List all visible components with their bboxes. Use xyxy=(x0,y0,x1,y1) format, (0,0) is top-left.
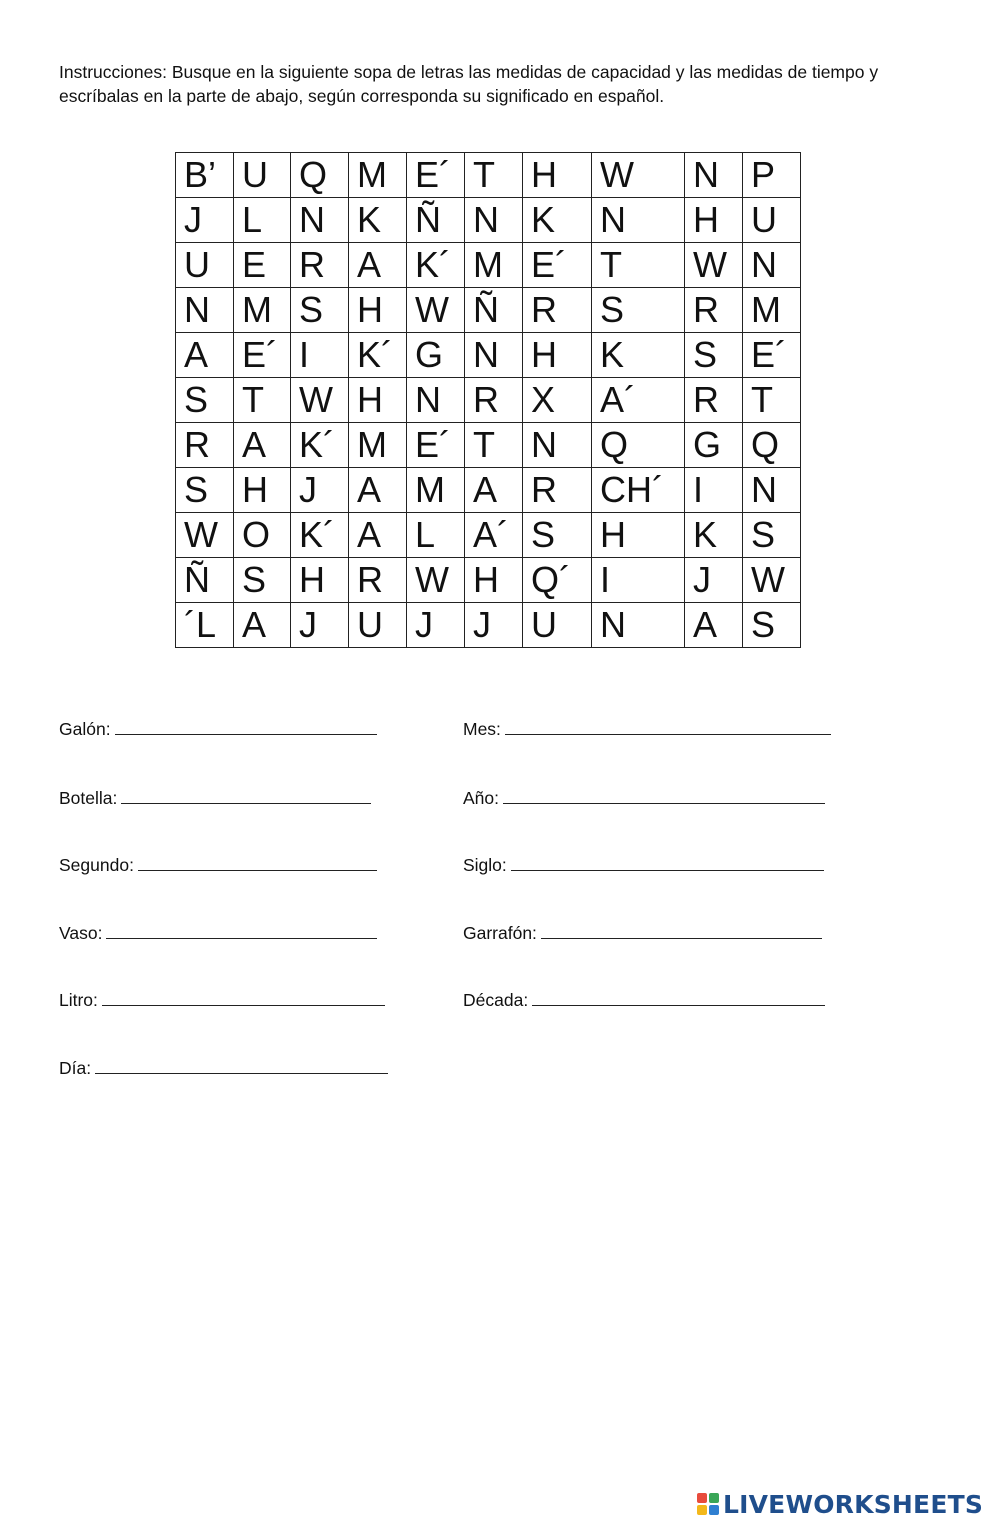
grid-cell: K xyxy=(523,198,592,243)
grid-cell: U xyxy=(743,198,801,243)
grid-cell: CH´ xyxy=(592,468,685,513)
answer-line[interactable] xyxy=(503,785,825,804)
grid-cell: S xyxy=(234,558,291,603)
grid-cell: N xyxy=(465,333,523,378)
grid-cell: W xyxy=(592,153,685,198)
grid-cell: E´ xyxy=(407,153,465,198)
answer-line[interactable] xyxy=(102,987,385,1006)
grid-cell: A xyxy=(465,468,523,513)
grid-cell: R xyxy=(291,243,349,288)
answer-line[interactable] xyxy=(505,716,831,735)
grid-cell: Ñ xyxy=(176,558,234,603)
grid-cell: S xyxy=(176,468,234,513)
grid-cell: K´ xyxy=(291,513,349,558)
answer-label: Galón: xyxy=(59,719,111,739)
answer-garrafon xyxy=(463,920,822,945)
grid-row xyxy=(176,423,801,468)
answer-line[interactable] xyxy=(121,785,371,804)
grid-cell: E´ xyxy=(523,243,592,288)
grid-cell: Q´ xyxy=(523,558,592,603)
grid-cell: U xyxy=(523,603,592,648)
answer-segundo xyxy=(59,852,377,877)
grid-cell: K´ xyxy=(349,333,407,378)
grid-cell: M xyxy=(349,153,407,198)
grid-cell: H xyxy=(349,378,407,423)
grid-cell: A xyxy=(349,468,407,513)
grid-cell: Q xyxy=(592,423,685,468)
grid-cell: N xyxy=(291,198,349,243)
answer-line[interactable] xyxy=(115,716,377,735)
answer-line[interactable] xyxy=(511,852,824,871)
logo-mark-square xyxy=(697,1505,707,1515)
liveworksheets-logo xyxy=(697,1489,983,1519)
grid-cell: A´ xyxy=(592,378,685,423)
grid-cell: R xyxy=(176,423,234,468)
grid-cell: K´ xyxy=(291,423,349,468)
grid-cell: M xyxy=(465,243,523,288)
grid-cell: N xyxy=(523,423,592,468)
grid-cell: J xyxy=(685,558,743,603)
grid-cell: H xyxy=(465,558,523,603)
grid-cell: G xyxy=(407,333,465,378)
grid-row xyxy=(176,468,801,513)
grid-cell: S xyxy=(685,333,743,378)
grid-cell: N xyxy=(407,378,465,423)
answer-label: Garrafón: xyxy=(463,923,537,943)
grid-cell: M xyxy=(743,288,801,333)
grid-row xyxy=(176,603,801,648)
grid-cell: J xyxy=(291,468,349,513)
grid-cell: W xyxy=(743,558,801,603)
grid-cell: K xyxy=(349,198,407,243)
grid-cell: I xyxy=(685,468,743,513)
grid-cell: R xyxy=(685,378,743,423)
answer-botella xyxy=(59,785,371,810)
grid-cell: W xyxy=(407,558,465,603)
grid-cell: H xyxy=(234,468,291,513)
grid-cell: A xyxy=(349,513,407,558)
grid-row xyxy=(176,333,801,378)
answer-mes xyxy=(463,716,831,741)
instructions-text: Instrucciones: Busque en la siguiente sopa de letras las medidas de capacidad y las medidas de tiempo y escríbalas en la parte de abajo, según corresponda su significado en español. xyxy=(59,62,879,106)
grid-cell: M xyxy=(349,423,407,468)
grid-cell: A xyxy=(234,423,291,468)
logo-mark-square xyxy=(709,1493,719,1503)
answer-line[interactable] xyxy=(532,987,825,1006)
grid-cell: J xyxy=(407,603,465,648)
grid-cell: A xyxy=(349,243,407,288)
grid-cell: H xyxy=(523,333,592,378)
logo-mark-square xyxy=(697,1493,707,1503)
grid-cell: I xyxy=(592,558,685,603)
grid-cell: O xyxy=(234,513,291,558)
grid-cell: W xyxy=(407,288,465,333)
grid-cell: H xyxy=(685,198,743,243)
answer-label: Botella: xyxy=(59,788,118,808)
grid-cell: A xyxy=(234,603,291,648)
grid-row xyxy=(176,153,801,198)
grid-cell: S xyxy=(743,603,801,648)
grid-row xyxy=(176,558,801,603)
answer-label: Vaso: xyxy=(59,923,103,943)
word-search-grid xyxy=(175,152,801,648)
grid-cell: Ñ xyxy=(465,288,523,333)
grid-cell: U xyxy=(349,603,407,648)
grid-cell: J xyxy=(465,603,523,648)
grid-cell: N xyxy=(465,198,523,243)
answer-label: Segundo: xyxy=(59,855,134,875)
grid-cell: R xyxy=(465,378,523,423)
grid-row xyxy=(176,198,801,243)
grid-cell: M xyxy=(234,288,291,333)
answer-dia xyxy=(59,1055,388,1080)
grid-cell: X xyxy=(523,378,592,423)
grid-cell: N xyxy=(176,288,234,333)
grid-cell: T xyxy=(465,423,523,468)
grid-cell: A xyxy=(176,333,234,378)
grid-cell: Q xyxy=(291,153,349,198)
grid-cell: E´ xyxy=(407,423,465,468)
grid-cell: H xyxy=(349,288,407,333)
answer-galon xyxy=(59,716,377,741)
grid-cell: S xyxy=(743,513,801,558)
grid-cell: W xyxy=(291,378,349,423)
grid-cell: U xyxy=(176,243,234,288)
answer-label: Día: xyxy=(59,1058,92,1078)
answer-anio xyxy=(463,785,825,810)
answer-siglo xyxy=(463,852,824,877)
grid-cell: U xyxy=(234,153,291,198)
grid-cell: K xyxy=(685,513,743,558)
grid-cell: Q xyxy=(743,423,801,468)
grid-cell: R xyxy=(685,288,743,333)
grid-cell: S xyxy=(176,378,234,423)
grid-cell: I xyxy=(291,333,349,378)
grid-cell: R xyxy=(523,468,592,513)
grid-row xyxy=(176,378,801,423)
grid-cell: E xyxy=(234,243,291,288)
grid-cell: Ñ xyxy=(407,198,465,243)
grid-cell: T xyxy=(743,378,801,423)
answer-vaso xyxy=(59,920,377,945)
answer-line[interactable] xyxy=(106,920,377,939)
grid-cell: N xyxy=(685,153,743,198)
grid-cell: E´ xyxy=(743,333,801,378)
grid-cell: K´ xyxy=(407,243,465,288)
grid-cell: H xyxy=(592,513,685,558)
grid-cell: L xyxy=(407,513,465,558)
answer-line[interactable] xyxy=(541,920,822,939)
logo-text: LIVEWORKSHEETS xyxy=(723,1489,984,1519)
grid-cell: ´L xyxy=(176,603,234,648)
grid-cell: E´ xyxy=(234,333,291,378)
grid-cell: J xyxy=(176,198,234,243)
grid-cell: W xyxy=(685,243,743,288)
grid-cell: T xyxy=(465,153,523,198)
grid-cell: S xyxy=(592,288,685,333)
grid-cell: N xyxy=(592,603,685,648)
grid-cell: R xyxy=(523,288,592,333)
grid-row xyxy=(176,513,801,558)
grid-cell: W xyxy=(176,513,234,558)
grid-cell: S xyxy=(291,288,349,333)
grid-cell: K xyxy=(592,333,685,378)
grid-cell: G xyxy=(685,423,743,468)
grid-cell: H xyxy=(523,153,592,198)
grid-cell: B’ xyxy=(176,153,234,198)
grid-cell: J xyxy=(291,603,349,648)
grid-cell: N xyxy=(743,243,801,288)
grid-row xyxy=(176,288,801,333)
grid-cell: N xyxy=(743,468,801,513)
grid-cell: A´ xyxy=(465,513,523,558)
answer-litro xyxy=(59,987,385,1012)
grid-cell: R xyxy=(349,558,407,603)
answer-decada xyxy=(463,987,825,1012)
grid-cell: H xyxy=(291,558,349,603)
logo-mark-icon xyxy=(697,1493,719,1515)
grid-cell: L xyxy=(234,198,291,243)
answer-label: Siglo: xyxy=(463,855,507,875)
grid-cell: N xyxy=(592,198,685,243)
grid-cell: M xyxy=(407,468,465,513)
grid-cell: T xyxy=(592,243,685,288)
answer-line[interactable] xyxy=(138,852,377,871)
grid-row xyxy=(176,243,801,288)
logo-mark-square xyxy=(709,1505,719,1515)
answer-label: Litro: xyxy=(59,990,98,1010)
grid-cell: P xyxy=(743,153,801,198)
answer-label: Mes: xyxy=(463,719,501,739)
answer-label: Década: xyxy=(463,990,529,1010)
grid-cell: A xyxy=(685,603,743,648)
grid-cell: T xyxy=(234,378,291,423)
grid-cell: S xyxy=(523,513,592,558)
answer-line[interactable] xyxy=(95,1055,388,1074)
answer-label: Año: xyxy=(463,788,499,808)
